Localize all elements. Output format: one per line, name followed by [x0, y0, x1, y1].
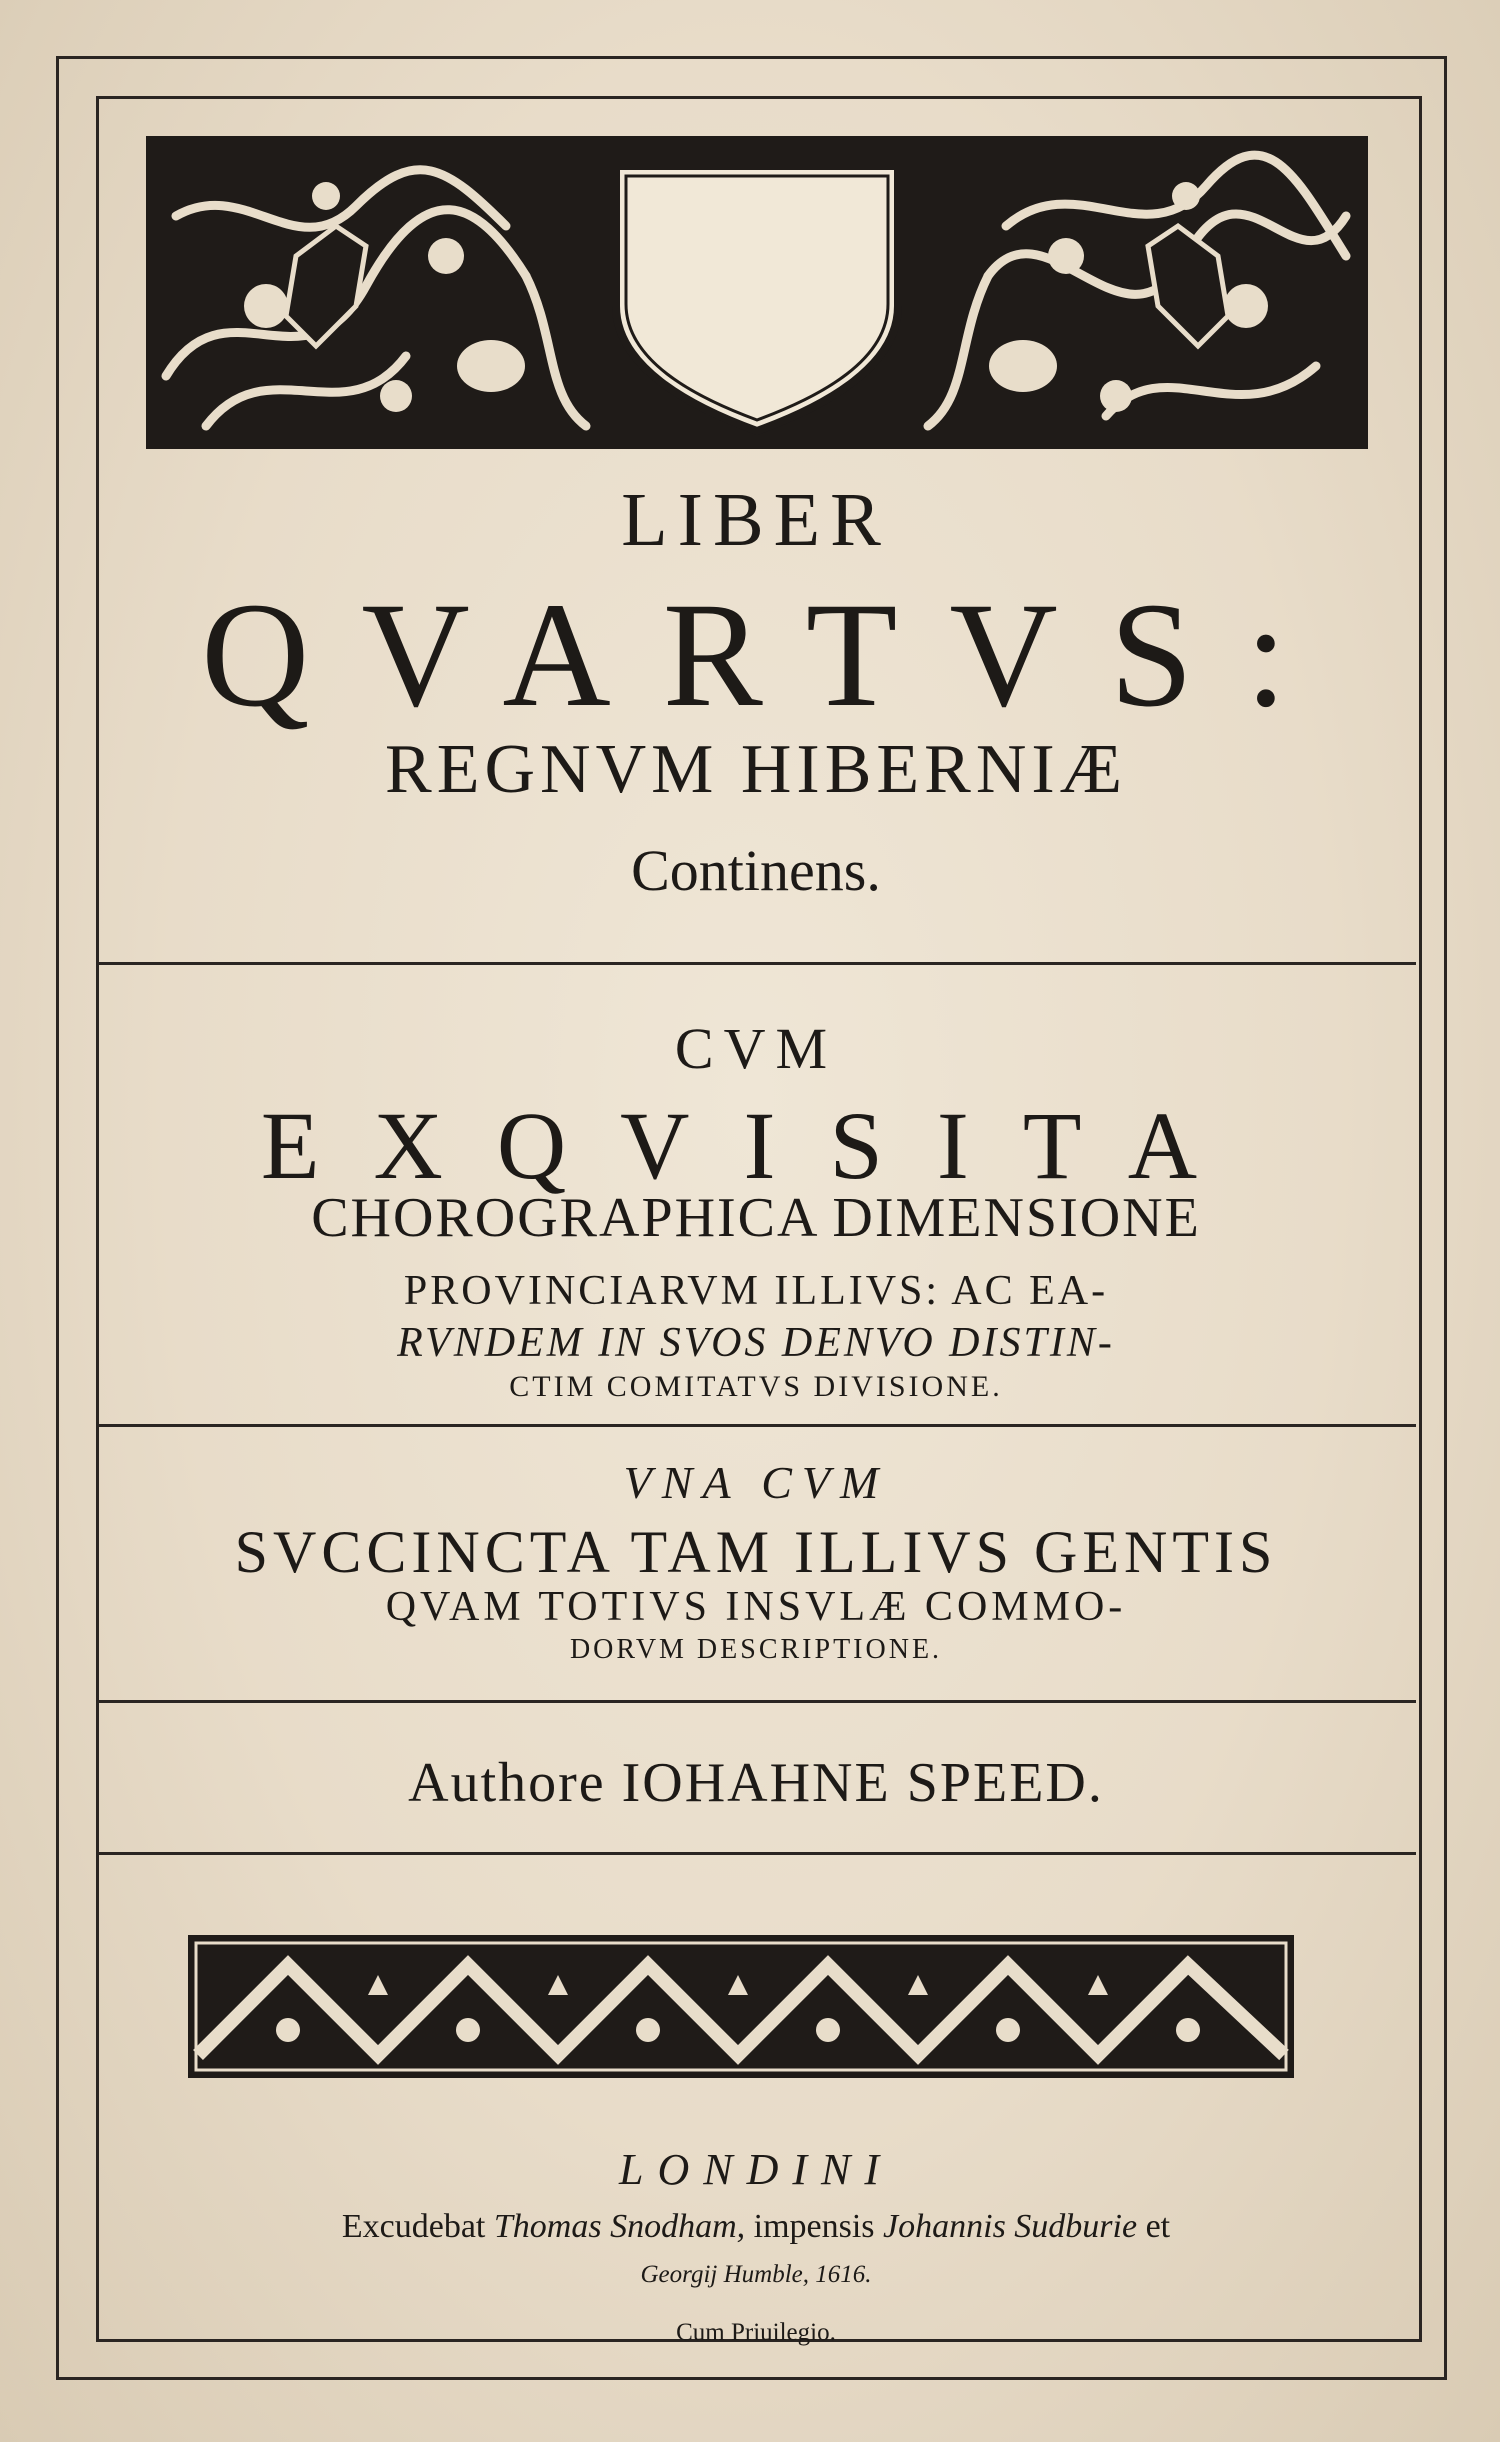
title-regnum: REGNVM HIBERNIÆ	[385, 731, 1127, 808]
imprint-publisher: Johannis Sudburie	[883, 2208, 1138, 2245]
imprint-city: LONDINI	[618, 2145, 894, 2194]
headpiece-ornament	[146, 136, 1368, 449]
section1-exquisita: EXQVISITA	[260, 1092, 1252, 1199]
author-line: Authore IOHAHNE SPEED.	[408, 1752, 1104, 1814]
divider-rule-2	[96, 1424, 1416, 1427]
divider-rule-4	[96, 1852, 1416, 1855]
section2-line3: DORVM DESCRIPTIONE.	[569, 1634, 943, 1665]
imprint-et: et	[1145, 2208, 1171, 2245]
section1-cum: CVM	[674, 1016, 838, 1081]
tailpiece-ornament	[188, 1935, 1294, 2078]
title-liber: LIBER	[621, 478, 891, 562]
section2-line2: QVAM TOTIVS INSVLÆ COMMO-	[385, 1584, 1127, 1630]
section1-line2: RVNDEM IN SVOS DENVO DISTIN-	[397, 1320, 1115, 1366]
imprint-line2: Georgij Humble, 1616.	[640, 2261, 872, 2288]
divider-rule-3	[96, 1700, 1416, 1703]
imprint-excudebat: Excudebat	[341, 2208, 486, 2245]
imprint-privilege: Cum Priuilegio.	[676, 2319, 836, 2346]
section1-line3: CTIM COMITATVS DIVISIONE.	[509, 1370, 1003, 1403]
section1-chorographica: CHOROGRAPHICA DIMENSIONE	[311, 1187, 1201, 1249]
title-quartus: QVARTVS:	[201, 572, 1339, 738]
imprint-line1	[96, 2210, 1416, 2244]
imprint-printer: Thomas Snodham,	[493, 2208, 746, 2245]
section2-line1: SVCCINCTA TAM ILLIVS GENTIS	[234, 1519, 1278, 1585]
section2-una-cum: VNA CVM	[623, 1457, 889, 1508]
title-continens: Continens.	[631, 838, 881, 903]
section1-line1: PROVINCIARVM ILLIVS: AC EA-	[403, 1268, 1109, 1314]
imprint-impensis: impensis	[753, 2208, 875, 2245]
divider-rule-1	[96, 962, 1416, 965]
